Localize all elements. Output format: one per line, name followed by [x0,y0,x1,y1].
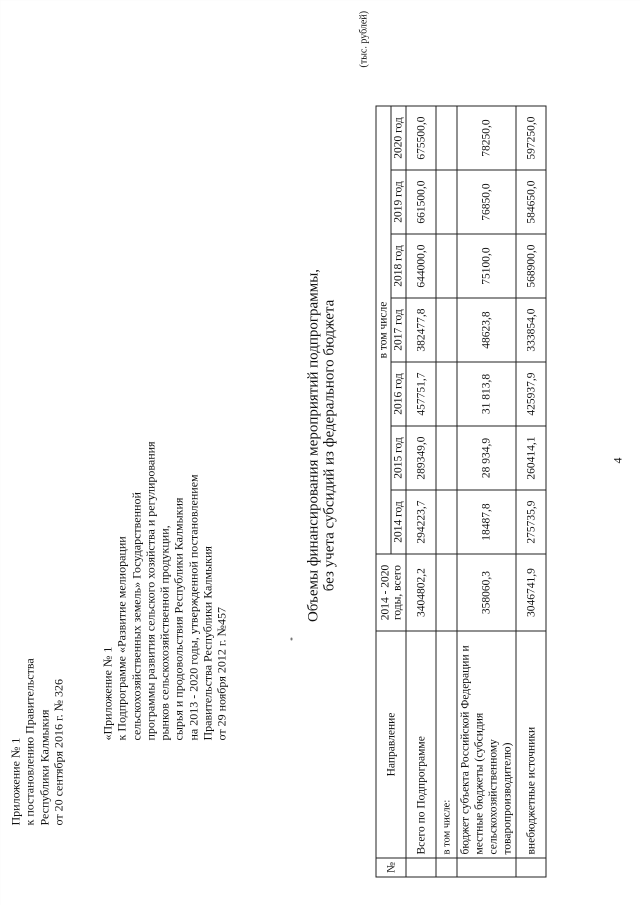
subprogram-header-line: к Подпрограмме «Развитие мелиорации [114,535,129,740]
row-label: в том числе: [436,631,457,858]
document-title [305,195,337,695]
year-value: 28 934,9 [457,426,516,490]
column-header-direction: Направление [376,631,406,858]
appendix-header-line: к постановлению Правительства [22,657,37,825]
subprogram-header-line: программы развития сельского хозяйства и регулирования [142,440,157,740]
year-value: 675500,0 [406,106,436,170]
empty-cell [436,362,457,426]
appendix-header-line: Приложение № 1 [8,737,22,825]
empty-cell [436,106,457,170]
appendix-header [8,658,65,825]
appendix-header-line: от 20 сентября 2016 г. № 326 [50,678,65,825]
row-total: 3046741,9 [516,554,546,631]
subprogram-header-line: Правительства Республики Калмыкия [200,545,215,740]
row-number-cell [406,858,436,877]
year-value: 75100,0 [457,234,516,298]
year-value: 31 813,8 [457,362,516,426]
title-line-1: Объемы финансирования мероприятий подпрограммы, [305,268,321,622]
subprogram-header-line: от 29 ноября 2012 г. №457 [214,606,229,740]
year-value: 76850,0 [457,170,516,234]
column-header-year: 2018 год [391,234,406,298]
row-number-cell [436,858,457,877]
year-value: 568900,0 [516,234,546,298]
empty-cell [436,490,457,554]
title-line-2: без учета субсидий из федерального бюджета [321,299,337,591]
year-value: 18487,8 [457,490,516,554]
column-header-total: 2014 - 2020 годы, всего [376,554,406,631]
column-header-year: 2017 год [391,298,406,362]
subprogram-header-line: «Приложение № 1 [100,646,114,740]
table-header-row [376,106,391,877]
empty-cell [436,426,457,490]
subprogram-header-line: рынков сельскохозяйственной продукции, [157,524,172,740]
row-total: 358060,3 [457,554,516,631]
empty-cell [436,170,457,234]
table-row [436,106,457,877]
subprogram-header-line: на 2013 - 2020 годы, утвержденной постановлением [185,473,200,740]
subprogram-appendix-header [100,441,229,740]
table-row [406,106,436,877]
row-total: 3404802,2 [406,554,436,631]
column-header-year: 2015 год [391,426,406,490]
column-header-number: № [376,858,406,877]
empty-cell [436,298,457,362]
page-number: 4 [610,457,624,463]
subprogram-header-line: сельскохозяйственных земель» Государственной [128,491,143,740]
appendix-header-line: Республики Калмыкия [36,709,51,825]
column-header-year: 2020 год [391,106,406,170]
year-value: 78250,0 [457,106,516,170]
year-value: 584650,0 [516,170,546,234]
year-value: 457751,7 [406,362,436,426]
year-value: 260414,1 [516,426,546,490]
year-value: 294223,7 [406,490,436,554]
column-header-year: 2016 год [391,362,406,426]
units-label: (тыс. рублей) [358,10,369,67]
year-value: 289349,0 [406,426,436,490]
empty-cell [436,554,457,631]
scan-speck [290,637,292,640]
empty-cell [436,234,457,298]
financing-table [375,105,546,877]
table-row [457,106,516,877]
column-group-header: в том числе [376,106,391,554]
column-header-year: 2014 год [391,490,406,554]
year-value: 333854,0 [516,298,546,362]
year-value: 661500,0 [406,170,436,234]
column-header-year: 2019 год [391,170,406,234]
row-number-cell [516,858,546,877]
year-value: 48623,8 [457,298,516,362]
row-label: Всего по Подпрограмме [406,631,436,858]
row-number-cell [457,858,516,877]
year-value: 597250,0 [516,106,546,170]
year-value: 382477,8 [406,298,436,362]
year-value: 425937,9 [516,362,546,426]
row-label: внебюджетные источники [516,631,546,858]
year-value: 275735,9 [516,490,546,554]
year-value: 644000,0 [406,234,436,298]
row-label: бюджет субъекта Российской Федерации и местные бюджеты (субсидия сельскохозяйственному товаропроизводителю) [457,631,516,858]
table-row [516,106,546,877]
subprogram-header-line: сырья и продовольствия Республики Калмыкия [171,497,186,740]
